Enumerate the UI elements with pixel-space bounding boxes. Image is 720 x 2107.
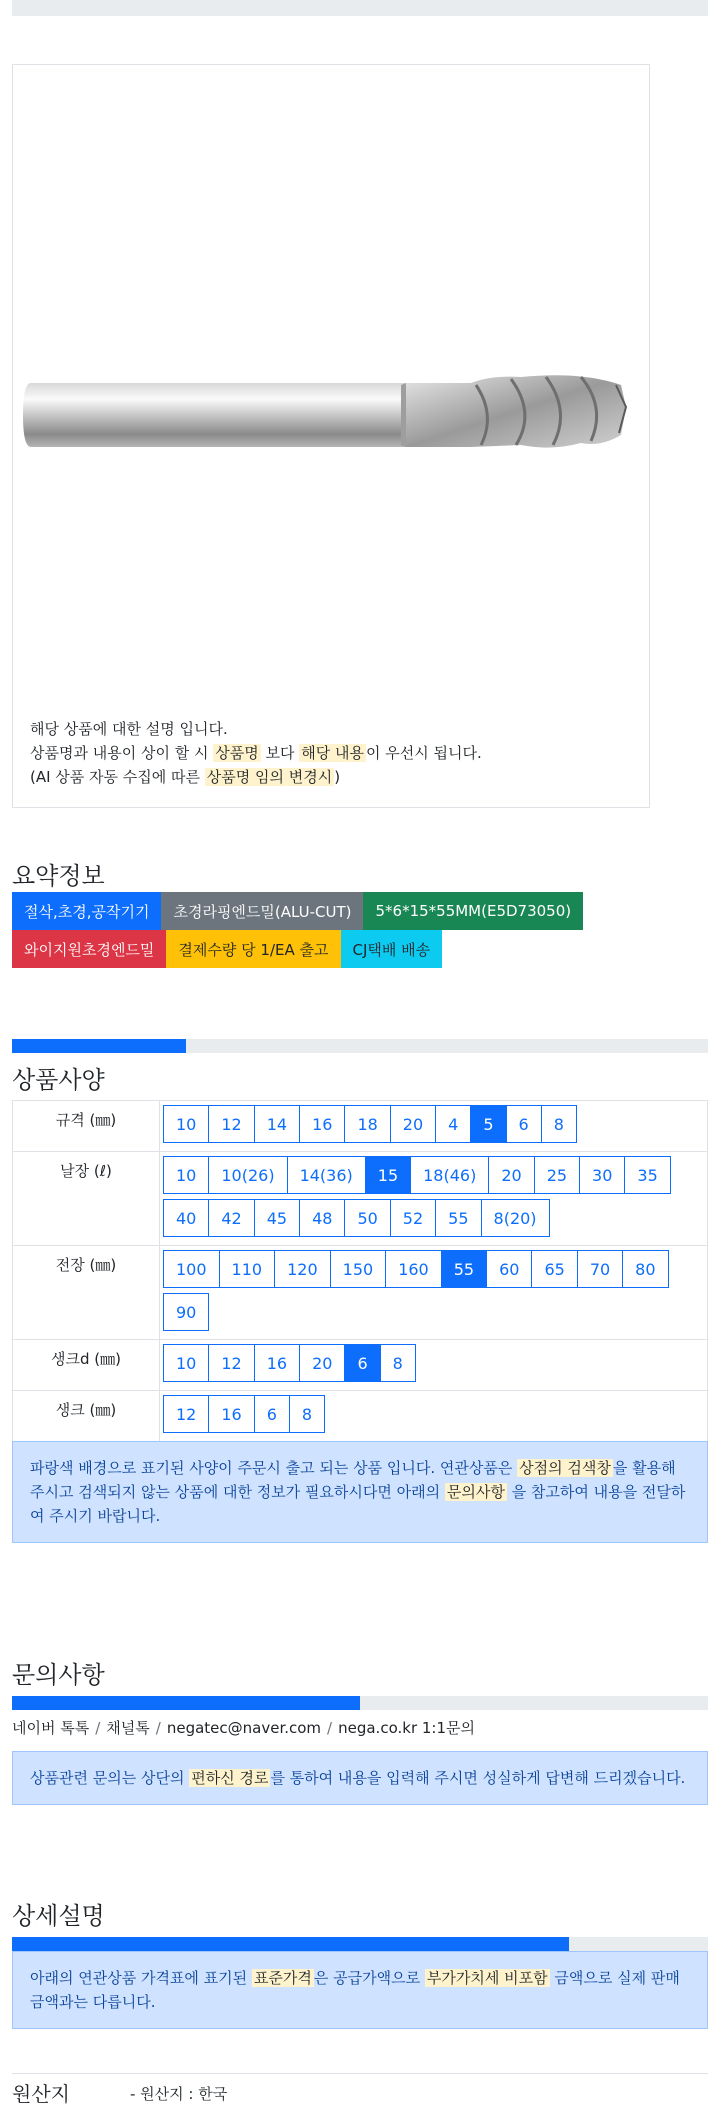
spec-option[interactable]: 8 — [289, 1395, 325, 1433]
contact-separator: / — [155, 1719, 161, 1737]
spec-option[interactable]: 8 — [380, 1344, 416, 1382]
detail-notice — [12, 1951, 708, 2029]
spec-option[interactable]: 14(36) — [287, 1156, 366, 1194]
spec-option[interactable]: 6 — [254, 1395, 290, 1433]
description-line-3 — [30, 765, 482, 789]
top-bar — [12, 0, 708, 16]
inquiry-progress-fill — [12, 1696, 360, 1710]
spec-option[interactable]: 20 — [390, 1105, 436, 1143]
spec-option[interactable]: 25 — [534, 1156, 580, 1194]
spec-row-label: 규격 (㎜) — [13, 1101, 160, 1152]
spec-progress-fill — [12, 1039, 186, 1053]
contact-separator: / — [95, 1719, 101, 1737]
spec-option-selected[interactable]: 6 — [344, 1344, 380, 1382]
spec-row-options — [160, 1101, 708, 1152]
spec-option[interactable]: 4 — [435, 1105, 471, 1143]
spec-row-label: 전장 (㎜) — [13, 1246, 160, 1340]
spec-option[interactable]: 48 — [299, 1199, 345, 1237]
spec-option[interactable]: 6 — [506, 1105, 542, 1143]
notice-text: 상품관련 문의는 상단의 — [30, 1769, 190, 1787]
badge-product-type: 초경라핑엔드밀(ALU-CUT) — [161, 892, 363, 930]
inquiry-title: 문의사항 — [12, 1661, 105, 1689]
spec-option[interactable]: 42 — [208, 1199, 254, 1237]
spec-option[interactable]: 60 — [486, 1250, 532, 1288]
notice-text: 은 공급가액으로 — [313, 1969, 425, 1987]
spec-option[interactable]: 12 — [208, 1344, 254, 1382]
spec-row-options — [160, 1340, 708, 1391]
option-line — [163, 1105, 707, 1143]
spec-option[interactable]: 8 — [541, 1105, 577, 1143]
spec-option[interactable]: 65 — [531, 1250, 577, 1288]
highlight-standard-price: 표준가격 — [253, 1969, 312, 1987]
contact-website-inquiry[interactable]: nega.co.kr 1:1문의 — [338, 1719, 475, 1737]
summary-title: 요약정보 — [12, 862, 105, 890]
badge-model-code: 5*6*15*55MM(E5D73050) — [363, 892, 583, 930]
spec-option[interactable]: 52 — [390, 1199, 436, 1237]
description-text: 이 우선시 됩니다. — [365, 744, 482, 762]
contact-channels — [12, 1717, 475, 1738]
spec-option[interactable]: 16 — [208, 1395, 254, 1433]
spec-option[interactable]: 160 — [385, 1250, 442, 1288]
option-line — [163, 1156, 707, 1194]
option-line — [163, 1293, 707, 1331]
spec-table — [12, 1100, 708, 1442]
endmill-product-image — [21, 335, 641, 495]
description-text: ) — [334, 768, 341, 786]
spec-option[interactable]: 20 — [299, 1344, 345, 1382]
summary-badges — [12, 892, 708, 968]
spec-option[interactable]: 12 — [163, 1395, 209, 1433]
spec-row-label: 생크d (㎜) — [13, 1340, 160, 1391]
spec-option[interactable]: 8(20) — [481, 1199, 550, 1237]
spec-option[interactable]: 70 — [577, 1250, 623, 1288]
spec-option[interactable]: 10 — [163, 1105, 209, 1143]
spec-option[interactable]: 35 — [624, 1156, 670, 1194]
product-card — [12, 64, 650, 808]
origin-label: 원산지 — [12, 2082, 70, 2106]
spec-option-selected[interactable]: 15 — [365, 1156, 411, 1194]
spec-option[interactable]: 45 — [254, 1199, 300, 1237]
spec-option[interactable]: 18 — [344, 1105, 390, 1143]
spec-row-label: 생크 (㎜) — [13, 1391, 160, 1442]
highlight-inquiry: 문의사항 — [446, 1483, 505, 1501]
spec-option[interactable]: 16 — [299, 1105, 345, 1143]
spec-title: 상품사양 — [12, 1066, 105, 1094]
spec-row-options — [160, 1246, 708, 1340]
highlight-convenient-route: 편하신 경로 — [191, 1769, 269, 1787]
spec-option[interactable]: 10 — [163, 1344, 209, 1382]
notice-text: 를 통하여 내용을 입력해 주시면 성실하게 답변해 드리겠습니다. — [270, 1769, 686, 1787]
spec-row-options — [160, 1391, 708, 1442]
spec-option[interactable]: 120 — [274, 1250, 331, 1288]
spec-option[interactable]: 20 — [488, 1156, 534, 1194]
spec-option[interactable]: 10 — [163, 1156, 209, 1194]
highlight-search-box: 상점의 검색창 — [519, 1459, 611, 1477]
highlight-product-name: 상품명 — [215, 744, 259, 762]
spec-option[interactable]: 12 — [208, 1105, 254, 1143]
badge-category: 절삭,초경,공작기기 — [12, 892, 161, 930]
spec-row — [13, 1152, 708, 1246]
notice-text: 을 참고하여 내용을 전달하여 주시기 바랍니다. — [30, 1483, 686, 1525]
highlight-name-change: 상품명 임의 변경시 — [206, 768, 333, 786]
spec-option-selected[interactable]: 5 — [470, 1105, 506, 1143]
spec-option[interactable]: 14 — [254, 1105, 300, 1143]
spec-notice — [12, 1441, 708, 1543]
spec-option[interactable]: 16 — [254, 1344, 300, 1382]
notice-text: 금액으로 실제 판매금액과는 다릅니다. — [30, 1969, 680, 2011]
spec-option[interactable]: 10(26) — [208, 1156, 287, 1194]
option-line — [163, 1199, 707, 1237]
contact-naver-talk[interactable]: 네이버 톡톡 — [12, 1719, 90, 1737]
spec-option[interactable]: 150 — [330, 1250, 387, 1288]
detail-progress-fill — [12, 1937, 569, 1951]
description-text: 상품명과 내용이 상이 할 시 — [30, 744, 214, 762]
inquiry-notice — [12, 1751, 708, 1805]
spec-option[interactable]: 100 — [163, 1250, 220, 1288]
detail-title: 상세설명 — [12, 1902, 105, 1930]
option-line — [163, 1395, 707, 1433]
spec-row-label: 날장 (ℓ) — [13, 1152, 160, 1246]
contact-email[interactable]: negatec@naver.com — [166, 1719, 322, 1737]
spec-row-options — [160, 1152, 708, 1246]
spec-row — [13, 1101, 708, 1152]
description-line-1: 해당 상품에 대한 설명 입니다. — [30, 720, 228, 738]
spec-row — [13, 1340, 708, 1391]
description-text: 보다 — [260, 744, 300, 762]
option-line — [163, 1344, 707, 1382]
spec-progress-bar — [12, 1039, 708, 1053]
spec-option[interactable]: 110 — [219, 1250, 276, 1288]
notice-text: 파랑색 배경으로 표기된 사양이 주문시 출고 되는 상품 입니다. 연관상품은 — [30, 1459, 518, 1477]
option-line — [163, 1250, 707, 1288]
origin-value: - 원산지 : 한국 — [130, 2085, 228, 2103]
spec-row — [13, 1391, 708, 1442]
spec-option[interactable]: 50 — [344, 1199, 390, 1237]
product-description — [30, 717, 482, 789]
spec-row — [13, 1246, 708, 1340]
spec-option[interactable]: 18(46) — [410, 1156, 489, 1194]
inquiry-progress-bar — [12, 1696, 708, 1710]
contact-channel-talk[interactable]: 채널톡 — [106, 1719, 150, 1737]
spec-option-selected[interactable]: 55 — [441, 1250, 487, 1288]
spec-option[interactable]: 90 — [163, 1293, 209, 1331]
description-line-2 — [30, 741, 482, 765]
badge-brand: 와이지원초경엔드밀 — [12, 930, 166, 968]
spec-option[interactable]: 40 — [163, 1199, 209, 1237]
notice-text: 아래의 연관상품 가격표에 표기된 — [30, 1969, 252, 1987]
notice-text: 을 활용해 주시고 검색되지 않는 상품에 대한 정보가 필요하시다면 아래의 — [30, 1459, 676, 1501]
spec-option[interactable]: 80 — [622, 1250, 668, 1288]
badge-quantity: 결제수량 당 1/EA 출고 — [166, 930, 340, 968]
contact-separator: / — [327, 1719, 333, 1737]
badge-delivery: CJ택배 배송 — [341, 930, 443, 968]
spec-option[interactable]: 30 — [579, 1156, 625, 1194]
spec-option[interactable]: 55 — [435, 1199, 481, 1237]
highlight-content: 해당 내용 — [301, 744, 364, 762]
origin-divider — [12, 2073, 708, 2074]
detail-progress-bar — [12, 1937, 708, 1951]
description-text: (AI 상품 자동 수집에 따른 — [30, 768, 205, 786]
highlight-vat-excluded: 부가가치세 비포함 — [426, 1969, 548, 1987]
